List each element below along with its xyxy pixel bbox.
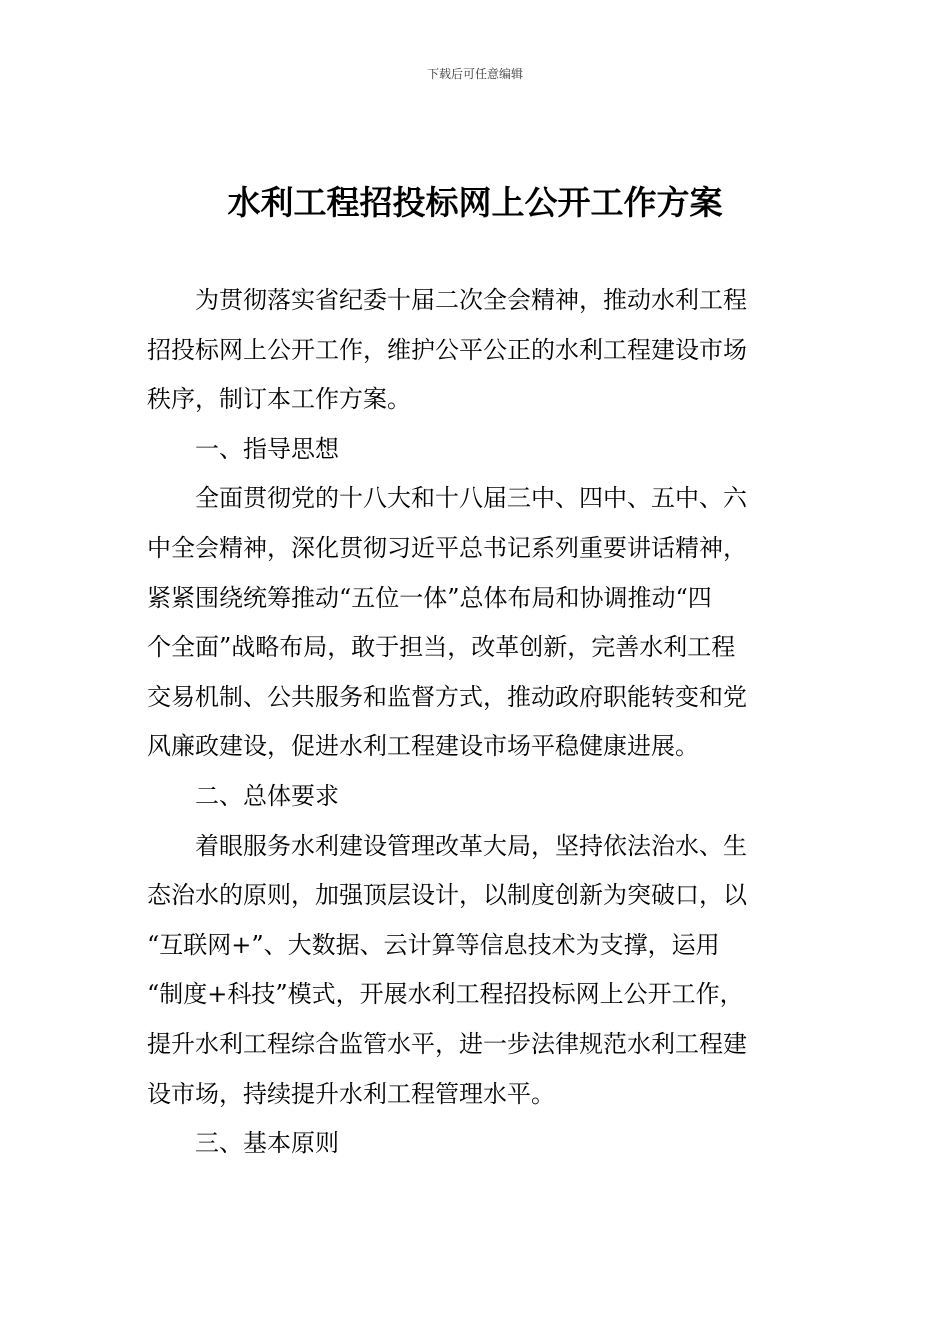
text-line: 提升水利工程综合监管水平，进一步法律规范水利工程建 bbox=[147, 1029, 747, 1058]
section-paragraph-guiding-ideology bbox=[147, 474, 787, 772]
text-line: 着眼服务水利建设管理改革大局，坚持依法治水、生 bbox=[195, 831, 747, 860]
text-line: 个全面”战略布局，敢于担当，改革创新，完善水利工程 bbox=[147, 633, 736, 662]
document-title: 水利工程招投标网上公开工作方案 bbox=[227, 183, 723, 222]
header-note: 下载后可任意编辑 bbox=[426, 67, 523, 81]
section-heading-basic-principles: 三、基本原则 bbox=[195, 1129, 339, 1158]
text-line: 设市场，持续提升水利工程管理水平。 bbox=[147, 1079, 555, 1108]
section-paragraph-overall-requirements bbox=[147, 822, 787, 1120]
text-line: 招投标网上公开工作，维护公平公正的水利工程建设市场 bbox=[147, 335, 747, 364]
text-line: “制度+科技”模式，开展水利工程招投标网上公开工作， bbox=[147, 980, 744, 1009]
text-line: 秩序，制订本工作方案。 bbox=[147, 385, 411, 414]
text-line: 态治水的原则，加强顶层设计，以制度创新为突破口，以 bbox=[147, 881, 747, 910]
text-line: 紧紧围绕统筹推动“五位一体”总体布局和协调推动“四 bbox=[147, 583, 712, 612]
text-line: 全面贯彻党的十八大和十八届三中、四中、五中、六 bbox=[195, 484, 747, 513]
text-line: 为贯彻落实省纪委十届二次全会精神，推动水利工程 bbox=[195, 286, 747, 314]
intro-paragraph bbox=[147, 276, 787, 425]
section-heading-overall-requirements: 二、总体要求 bbox=[195, 781, 339, 810]
text-line: 中全会精神，深化贯彻习近平总书记系列重要讲话精神， bbox=[147, 533, 747, 562]
text-line: 交易机制、公共服务和监督方式，推动政府职能转变和党 bbox=[147, 682, 747, 711]
document-body bbox=[147, 276, 787, 1169]
text-line: “互联网+”、大数据、云计算等信息技术为支撑，运用 bbox=[147, 930, 720, 959]
text-line: 风廉政建设，促进水利工程建设市场平稳健康进展。 bbox=[147, 732, 699, 761]
section-heading-guiding-ideology: 一、指导思想 bbox=[195, 434, 339, 463]
